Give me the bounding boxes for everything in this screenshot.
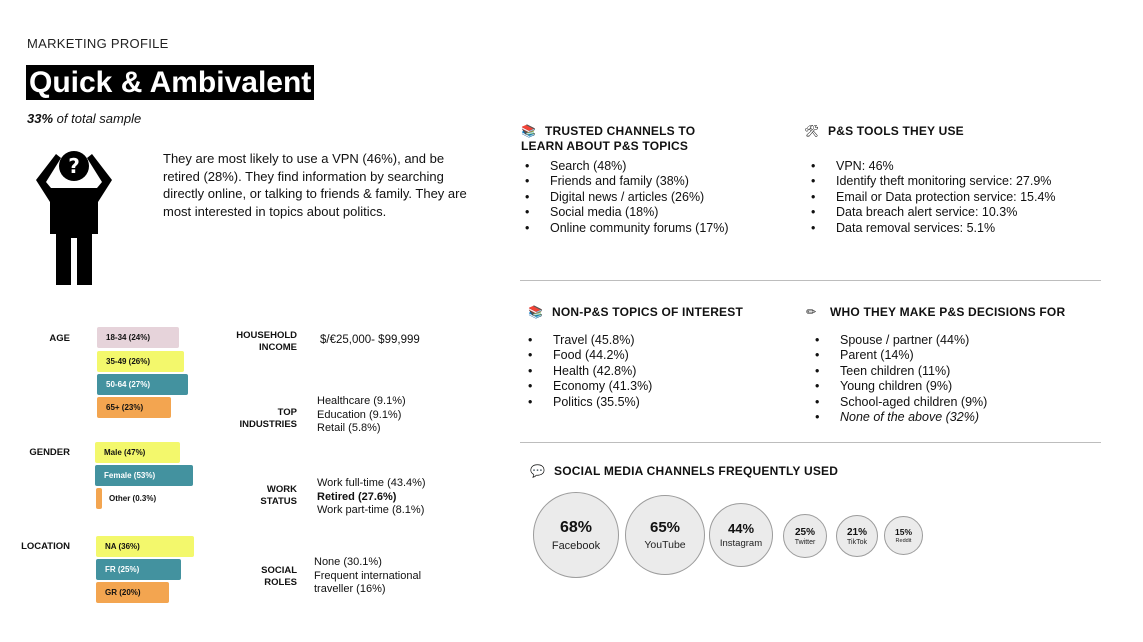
top-industries-label — [205, 407, 297, 431]
section-divider — [520, 442, 1101, 443]
bubble-name: Facebook — [551, 539, 601, 552]
bubble-percent: 65% — [649, 519, 681, 536]
social-roles-list — [314, 556, 421, 597]
gender-bar-male: Male (47%) — [95, 442, 180, 463]
sample-text: of total sample — [56, 111, 142, 126]
sample-percent: 33% — [27, 111, 54, 126]
list-item: • Data removal services: 5.1% — [806, 221, 1056, 236]
age-bar-18-34: 18-34 (24%) — [97, 327, 179, 348]
list-item: • Parent (14%) — [810, 348, 987, 363]
bubble-name: Instagram — [719, 538, 763, 549]
location-bar-na: NA (36%) — [96, 536, 194, 557]
industry-item: Education (9.1%) — [317, 408, 402, 421]
profile-kicker: MARKETING PROFILE — [27, 36, 169, 51]
list-item: • Politics (35.5%) — [523, 395, 652, 410]
trusted-title-line1: TRUSTED CHANNELS TO — [545, 124, 696, 138]
list-item: • Email or Data protection service: 15.4% — [806, 190, 1056, 205]
work-item: Work part-time (8.1%) — [317, 504, 425, 516]
bubble-name: TikTok — [847, 538, 867, 546]
social-role-item: traveller (16%) — [314, 583, 386, 595]
tools-icon: 🛠 — [804, 124, 820, 138]
decisions-title: WHO THEY MAKE P&S DECISIONS FOR — [830, 305, 1066, 319]
list-item: • Economy (41.3%) — [523, 379, 652, 394]
topics-heading — [528, 305, 743, 320]
section-divider — [520, 280, 1101, 281]
social-roles-label-line2: ROLES — [264, 577, 297, 588]
social-bubble-instagram — [709, 503, 773, 567]
social-bubble-youtube — [625, 495, 705, 575]
bubble-name: Twitter — [794, 538, 816, 546]
trusted-title-line2: LEARN ABOUT P&S TOPICS — [521, 139, 689, 153]
page-title: Quick & Ambivalent — [26, 65, 314, 100]
bubble-percent: 44% — [727, 521, 755, 536]
gender-bar-other-label: Other (0.3%) — [109, 494, 157, 503]
social-bubble-twitter — [783, 514, 827, 558]
work-status-label — [205, 484, 297, 508]
gender-bar-other — [96, 488, 102, 509]
list-item: • VPN: 46% — [806, 159, 1056, 174]
speech-bubble-icon: 💬 — [530, 464, 546, 478]
list-item: • Young children (9%) — [810, 379, 987, 394]
ps-tools-heading — [804, 124, 964, 139]
trusted-channels-list — [520, 159, 729, 236]
confused-person-icon — [32, 148, 116, 288]
topics-list — [523, 333, 652, 410]
bubble-name: Reddit — [895, 538, 912, 544]
svg-text:?: ? — [68, 154, 80, 178]
location-label: LOCATION — [21, 541, 70, 552]
social-roles-label-line1: SOCIAL — [261, 565, 297, 576]
list-item: • Social media (18%) — [520, 205, 729, 220]
list-item: • Travel (45.8%) — [523, 333, 652, 348]
location-bar-fr: FR (25%) — [96, 559, 181, 580]
industries-label-line1: TOP — [277, 407, 297, 418]
social-role-item: None (30.1%) — [314, 556, 382, 568]
list-item: • Identify theft monitoring service: 27.9% — [806, 174, 1056, 189]
work-item-highlighted: Retired (27.6%) — [317, 490, 397, 503]
age-bar-65-plus: 65+ (23%) — [97, 397, 171, 418]
bubble-percent: 21% — [846, 526, 867, 538]
list-item: • Online community forums (17%) — [520, 221, 729, 236]
list-item: • Teen children (11%) — [810, 364, 987, 379]
work-label-line2: STATUS — [260, 496, 297, 507]
tools-title: P&S TOOLS THEY USE — [828, 124, 964, 138]
list-item: • Spouse / partner (44%) — [810, 333, 987, 348]
social-bubble-tiktok — [836, 515, 878, 557]
list-item: • Data breach alert service: 10.3% — [806, 205, 1056, 220]
list-item: • None of the above (32%) — [810, 410, 987, 425]
books-icon: 📚 — [528, 305, 544, 319]
gender-label: GENDER — [29, 447, 70, 458]
top-industries-list — [317, 395, 406, 436]
decisions-heading — [806, 305, 1065, 320]
decisions-list — [810, 333, 987, 425]
age-label: AGE — [49, 333, 70, 344]
bubble-name: YouTube — [644, 539, 686, 551]
household-income-value: $/€25,000- $99,999 — [320, 334, 420, 346]
household-income-label — [205, 330, 297, 354]
work-label-line1: WORK — [266, 484, 297, 495]
book-icon: 📚 — [521, 124, 537, 138]
bubble-percent: 25% — [794, 526, 815, 538]
bubble-percent: 15% — [894, 527, 912, 537]
work-item: Work full-time (43.4%) — [317, 477, 426, 489]
list-item: • Health (42.8%) — [523, 364, 652, 379]
trusted-channels-heading — [521, 124, 695, 154]
work-status-list — [317, 477, 426, 518]
industry-item: Healthcare (9.1%) — [317, 395, 406, 407]
age-bar-35-49: 35-49 (26%) — [97, 351, 184, 372]
list-item: • Search (48%) — [520, 159, 729, 174]
social-media-heading — [530, 464, 838, 479]
social-bubble-reddit — [884, 516, 923, 555]
list-item: • Friends and family (38%) — [520, 174, 729, 189]
location-bar-gr: GR (20%) — [96, 582, 169, 603]
industry-item: Retail (5.8%) — [317, 422, 381, 434]
social-media-title: SOCIAL MEDIA CHANNELS FREQUENTLY USED — [554, 464, 839, 478]
list-item: • Food (44.2%) — [523, 348, 652, 363]
social-role-item: Frequent international — [314, 569, 422, 582]
social-roles-label — [205, 565, 297, 589]
gender-bar-female: Female (53%) — [95, 465, 193, 486]
list-item: • Digital news / articles (26%) — [520, 190, 729, 205]
sample-size — [27, 111, 141, 126]
household-label-line1: HOUSEHOLD — [236, 330, 297, 341]
social-bubble-facebook — [533, 492, 619, 578]
intro-text: They are most likely to use a VPN (46%), and be retired (28%). They find information by searching directly online, or talking to friends & family. They are most interested in topics about politics. — [163, 151, 467, 219]
age-bar-50-64: 50-64 (27%) — [97, 374, 188, 395]
ps-tools-list — [806, 159, 1056, 236]
industries-label-line2: INDUSTRIES — [239, 419, 297, 430]
pencil-icon: ✏ — [806, 305, 817, 319]
household-label-line2: INCOME — [259, 342, 297, 353]
bubble-percent: 68% — [559, 518, 593, 536]
topics-title: NON-P&S TOPICS OF INTEREST — [552, 305, 743, 319]
list-item: • School-aged children (9%) — [810, 395, 987, 410]
